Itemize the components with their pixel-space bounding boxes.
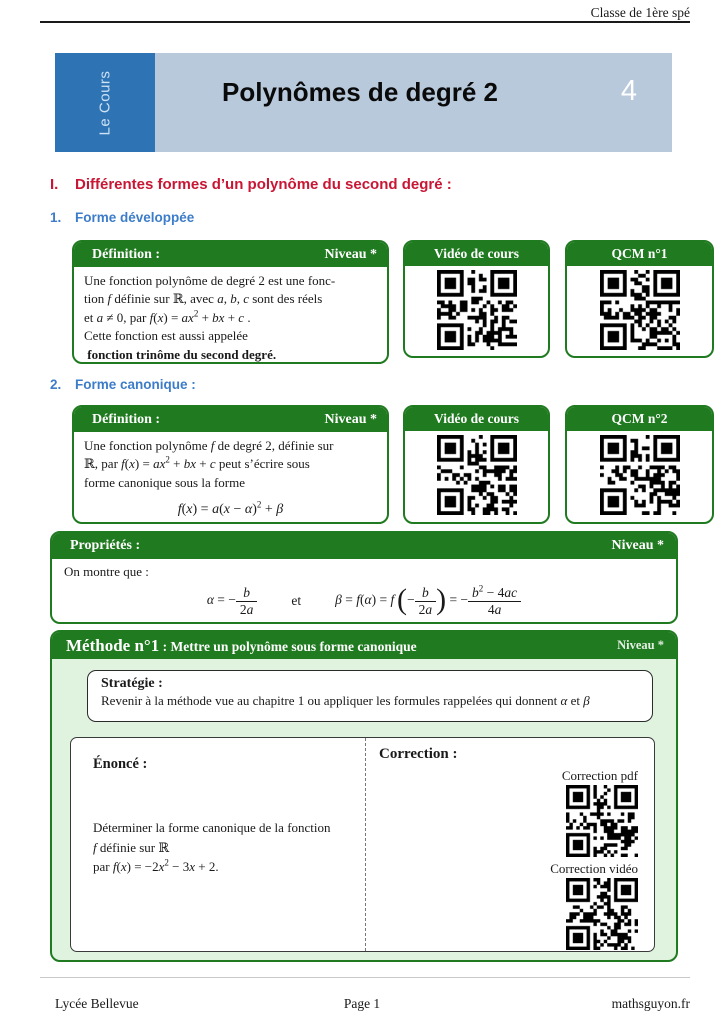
correction-video-qr-code[interactable]: [566, 878, 638, 950]
footer-rule: [40, 977, 690, 978]
qcm-qr-box-1-body: [567, 266, 712, 354]
video-qr-box-1-body: [405, 266, 548, 354]
exercise-divider: [365, 738, 366, 951]
subsection-title: Forme canonique :: [75, 377, 196, 392]
definition-box-2-body: [74, 432, 387, 524]
section-heading-1: [50, 176, 452, 193]
section-title: Différentes formes d’un polynôme du second degré :: [75, 176, 452, 193]
level-badge: Niveau *: [324, 246, 377, 262]
method-subtitle: Mettre un polynôme sous forme canonique: [170, 638, 417, 654]
qcm-qr-box-1: [565, 240, 714, 358]
definition-box-2-header: [74, 407, 387, 432]
properties-box: [50, 531, 678, 624]
footer-school: Lycée Bellevue: [55, 996, 139, 1011]
level-badge: Niveau *: [611, 538, 664, 553]
exercise-box: [70, 737, 655, 952]
level-badge: Niveau *: [324, 411, 377, 427]
properties-box-header: [52, 533, 676, 559]
chapter-number: 4: [620, 75, 637, 107]
definition-box-2-text: Une fonction polynôme f de degré 2, définie sur ℝ, par $f(x) = ax^2$ + bx + c peut s’écrire sous forme canonique sous la forme: [84, 438, 334, 490]
header-rule: [40, 21, 690, 23]
level-badge: Niveau *: [617, 638, 664, 652]
subsection-heading-1: [50, 210, 194, 225]
qcm-qr-box-2-header: QCM n°2: [567, 407, 712, 431]
definition-box-2: [72, 405, 389, 524]
footer-site: mathsguyon.fr: [611, 996, 690, 1011]
alpha-beta-formula: α = − $\frac{b}{2a}$ et β = f(α) = f (− $\frac{b}{2a}$ ) = − $\frac{b^2 - 4ac}{4a}$: [64, 585, 664, 617]
correction-video-label: Correction vidéo: [550, 861, 638, 876]
qcm-qr-code-1[interactable]: [600, 270, 680, 350]
subsection-heading-2: [50, 377, 196, 392]
section-numeral: I.: [50, 176, 59, 193]
strategy-text: Revenir à la méthode vue au chapitre 1 ou appliquer les formules rappelées qui donnent α et β: [101, 693, 590, 708]
strategy-title: Stratégie :: [101, 676, 163, 691]
definition-label: Définition :: [92, 246, 161, 262]
header-class-label: Classe de 1ère spé: [590, 5, 690, 20]
qcm-qr-box-2-body: [567, 431, 712, 519]
correction-pdf-label: Correction pdf: [561, 768, 638, 783]
method-box: [50, 630, 678, 962]
properties-label: Propriétés :: [70, 538, 141, 553]
correction-video-item: [468, 861, 638, 950]
video-qr-box-1-header: Vidéo de cours: [405, 242, 548, 266]
course-side-label: Le Cours: [96, 70, 114, 135]
video-course-qr-code-1[interactable]: [437, 270, 517, 350]
subsection-title: Forme développée: [75, 210, 195, 225]
video-qr-box-1: [403, 240, 550, 358]
enonce-text: Déterminer la forme canonique de la fonction f définie sur ℝ par $f(x) = -2x^2 - 3x + 2$.: [93, 820, 331, 874]
video-qr-box-2: [403, 405, 550, 524]
correction-pdf-item: [468, 768, 638, 857]
qcm-qr-box-1-header: QCM n°1: [567, 242, 712, 266]
correction-pdf-qr-code[interactable]: [566, 785, 638, 857]
strategy-box: [87, 670, 653, 722]
qcm-qr-code-2[interactable]: [600, 435, 680, 515]
subsection-numeral: 1.: [50, 210, 62, 225]
qcm-qr-box-2: [565, 405, 714, 524]
chapter-title: Polynômes de degré 2: [222, 77, 498, 107]
properties-box-body: [52, 559, 676, 621]
course-side-tab: [55, 53, 155, 152]
properties-intro: On montre que :: [64, 564, 149, 579]
video-course-qr-code-2[interactable]: [437, 435, 517, 515]
definition-box-1-header: [74, 242, 387, 267]
enonce-title: Énoncé :: [93, 756, 148, 772]
definition-label: Définition :: [92, 411, 161, 427]
method-box-body: [52, 632, 676, 960]
chapter-banner: [55, 53, 672, 152]
canonical-form-formula: $f(x) = a(x - \alpha)^2 + \beta$: [177, 499, 284, 518]
video-qr-box-2-header: Vidéo de cours: [405, 407, 548, 431]
video-qr-box-2-body: [405, 431, 548, 519]
correction-title: Correction :: [379, 746, 458, 762]
footer-page-number: Page 1: [343, 996, 381, 1011]
subsection-numeral: 2.: [50, 377, 62, 392]
method-title-sep: :: [159, 638, 171, 654]
method-number: Méthode n°1: [66, 635, 160, 655]
definition-box-1: [72, 240, 389, 364]
definition-box-1-body: Une fonction polynôme de degré 2 est une fonc- tion f définie sur ℝ, avec a, b, c sont des réels et a ≠ 0, par $f(x) = ax^2$ + bx + c . Cette fonction est aussi appelée fonction trinôme du second degré.: [84, 273, 336, 362]
